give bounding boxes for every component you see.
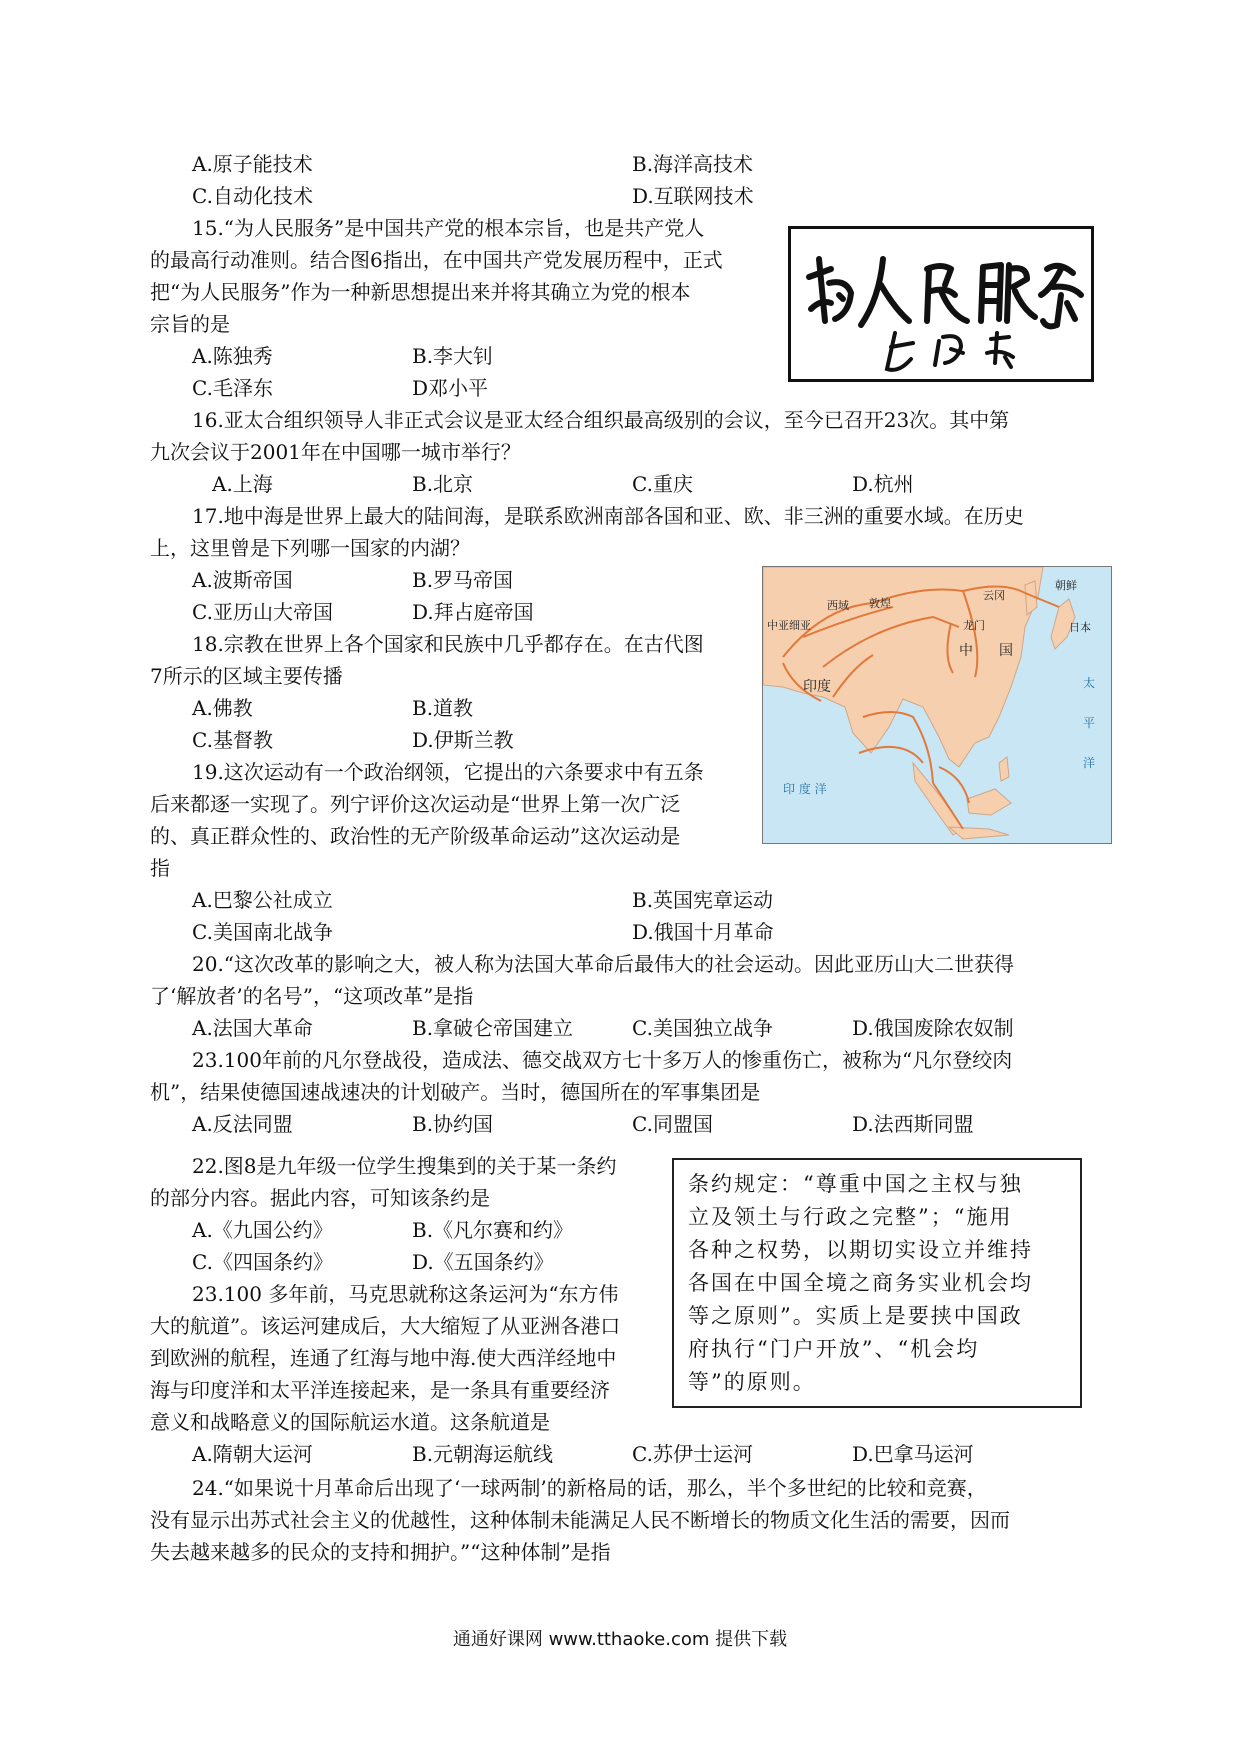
q23-stem-line: 海与印度洋和太平洋连接起来，是一条具有重要经济	[150, 1378, 610, 1402]
q22-option-d: D.《五国条约》	[412, 1250, 554, 1274]
figure-7-map	[762, 566, 1112, 844]
q19-stem-line: 的、真正群众性的、政治性的无产阶级革命运动”这次运动是	[150, 824, 681, 848]
q15-stem-line: 宗旨的是	[150, 312, 230, 336]
q16-stem-line: 九次会议于2001年在中国哪一城市举行？	[150, 440, 521, 464]
q23-option-c: C.苏伊士运河	[632, 1442, 753, 1466]
q14-option-a: A.原子能技术	[192, 152, 313, 176]
q14-option-c: C.自动化技术	[192, 184, 313, 208]
q19-option-a: A.巴黎公社成立	[192, 888, 333, 912]
q15-stem-line: 15.“为人民服务”是中国共产党的根本宗旨，也是共产党人	[192, 216, 705, 240]
map-label: 平	[1083, 716, 1096, 730]
q20-stem-line: 20.“这次改革的影响之大，被人称为法国大革命后最伟大的社会运动。因此亚历山大二世获得	[192, 952, 1015, 976]
q15-option-d: D邓小平	[412, 376, 489, 400]
q22-stem-line: 的部分内容。据此内容，可知该条约是	[150, 1186, 490, 1210]
q16-option-c: C.重庆	[632, 472, 693, 496]
treaty-text-line: 府执行“门户开放”、“机会均	[688, 1337, 980, 1361]
q18-option-c: C.基督教	[192, 728, 273, 752]
map-label: 云冈	[983, 589, 1005, 602]
map-label: 国	[999, 643, 1013, 659]
calligraphy-image	[791, 229, 1091, 379]
map-label: 印 度 洋	[783, 782, 827, 796]
q15-option-c: C.毛泽东	[192, 376, 273, 400]
q19-option-c: C.美国南北战争	[192, 920, 333, 944]
q17-option-b: B.罗马帝国	[412, 568, 514, 592]
page-footer: 通通好课网 www.tthaoke.com 提供下载	[452, 1629, 788, 1650]
q20-option-c: C.美国独立战争	[632, 1016, 773, 1040]
treaty-text-line: 条约规定：“尊重中国之主权与独	[688, 1172, 1023, 1196]
q18-stem-line: 18.宗教在世界上各个国家和民族中几乎都存在。在古代图	[192, 632, 704, 656]
q17-option-d: D.拜占庭帝国	[412, 600, 534, 624]
q15-stem-line: 把“为人民服务”作为一种新思想提出来并将其确立为党的根本	[150, 280, 691, 304]
q24-stem-line: 失去越来越多的民众的支持和拥护。”“这种体制”是指	[150, 1540, 611, 1564]
q23-stem-line: 23.100 多年前，马克思就称这条运河为“东方伟	[192, 1282, 619, 1306]
q17-stem-line: 17.地中海是世界上最大的陆间海，是联系欧洲南部各国和亚、欧、非三洲的重要水域。在历史	[192, 504, 1024, 528]
q23-option-a: A.隋朝大运河	[192, 1442, 313, 1466]
buddhism-spread-map	[763, 567, 1111, 843]
q22-option-a: A.《九国公约》	[192, 1218, 333, 1242]
q23-stem-line: 意义和战略意义的国际航运水道。这条航道是	[150, 1410, 550, 1434]
q20-option-b: B.拿破仑帝国建立	[412, 1016, 574, 1040]
q16-option-b: B.北京	[412, 472, 474, 496]
map-label: 西域	[827, 599, 849, 612]
q19-option-d: D.俄国十月革命	[632, 920, 774, 944]
q21-option-a: A.反法同盟	[192, 1112, 293, 1136]
figure-6-calligraphy	[788, 226, 1094, 382]
q21-option-c: C.同盟国	[632, 1112, 713, 1136]
q24-stem-line: 没有显示出苏式社会主义的优越性，这种体制未能满足人民不断增长的物质文化生活的需要，因而	[150, 1508, 1010, 1532]
map-label: 敦煌	[869, 597, 891, 610]
treaty-text-line: 等之原则”。实质上是要挟中国政	[688, 1304, 1023, 1328]
q23-stem-line: 大的航道”。该运河建成后，大大缩短了从亚洲各港口	[150, 1314, 621, 1338]
map-label: 太	[1083, 676, 1096, 690]
q23-option-d: D.巴拿马运河	[852, 1442, 974, 1466]
q22-stem-line: 22.图8是九年级一位学生搜集到的关于某一条约	[192, 1154, 617, 1178]
q19-stem-line: 19.这次运动有一个政治纲领，它提出的六条要求中有五条	[192, 760, 704, 784]
treaty-text-line: 立及领土与行政之完整”；“施用	[688, 1205, 1013, 1229]
q16-option-a: A.上海	[212, 472, 273, 496]
q23-stem-line: 到欧洲的航程，连通了红海与地中海.使大西洋经地中	[150, 1346, 617, 1370]
q21-option-d: D.法西斯同盟	[852, 1112, 974, 1136]
figure-8-treaty-box	[672, 1158, 1082, 1408]
map-label: 龙门	[963, 619, 985, 632]
q20-stem-line: 了‘解放者’的名号”，“这项改革”是指	[150, 984, 474, 1008]
q19-stem-line: 指	[150, 856, 170, 880]
treaty-text-line: 各国在中国全境之商务实业机会均	[688, 1271, 1033, 1295]
q15-stem-line: 的最高行动准则。结合图6指出，在中国共产党发展历程中，正式	[150, 248, 723, 272]
map-label: 洋	[1083, 756, 1096, 770]
q19-option-b: B.英国宪章运动	[632, 888, 774, 912]
q18-option-a: A.佛教	[192, 696, 253, 720]
q14-option-d: D.互联网技术	[632, 184, 754, 208]
q20-option-a: A.法国大革命	[192, 1016, 313, 1040]
q16-option-d: D.杭州	[852, 472, 914, 496]
q17-option-a: A.波斯帝国	[192, 568, 293, 592]
treaty-text-line: 等”的原则。	[688, 1370, 816, 1394]
q22-option-b: B.《凡尔赛和约》	[412, 1218, 574, 1242]
q24-stem-line: 24.“如果说十月革命后出现了‘一球两制’的新格局的话，那么，半个多世纪的比较和竞赛，	[192, 1476, 987, 1500]
q18-option-b: B.道教	[412, 696, 474, 720]
q20-option-d: D.俄国废除农奴制	[852, 1016, 1014, 1040]
q18-option-d: D.伊斯兰教	[412, 728, 514, 752]
q19-stem-line: 后来都逐一实现了。列宁评价这次运动是“世界上第一次广泛	[150, 792, 681, 816]
map-label: 中	[959, 643, 973, 659]
map-label: 印度	[803, 679, 831, 695]
q14-option-b: B.海洋高技术	[632, 152, 754, 176]
q17-stem-line: 上，这里曾是下列哪一国家的内湖？	[150, 536, 470, 560]
q23-option-b: B.元朝海运航线	[412, 1442, 554, 1466]
q16-stem-line: 16.亚太合组织领导人非正式会议是亚太经合组织最高级别的会议，至今已召开23次。其中第	[192, 408, 1010, 432]
treaty-text-line: 各种之权势，以期切实设立并维持	[688, 1238, 1033, 1262]
q15-option-a: A.陈独秀	[192, 344, 273, 368]
q21-stem-line: 机”，结果使德国速战速决的计划破产。当时，德国所在的军事集团是	[150, 1080, 761, 1104]
q21-stem-line: 23.100年前的凡尔登战役，造成法、德交战双方七十多万人的惨重伤亡，被称为“凡尔登绞肉	[192, 1048, 1013, 1072]
map-label: 朝鲜	[1055, 579, 1077, 592]
q18-stem-line: 7所示的区域主要传播	[150, 664, 343, 688]
map-label: 中亚细亚	[767, 619, 811, 632]
q15-option-b: B.李大钊	[412, 344, 494, 368]
q17-option-c: C.亚历山大帝国	[192, 600, 333, 624]
q21-option-b: B.协约国	[412, 1112, 494, 1136]
q22-option-c: C.《四国条约》	[192, 1250, 333, 1274]
map-label: 日本	[1069, 621, 1091, 634]
